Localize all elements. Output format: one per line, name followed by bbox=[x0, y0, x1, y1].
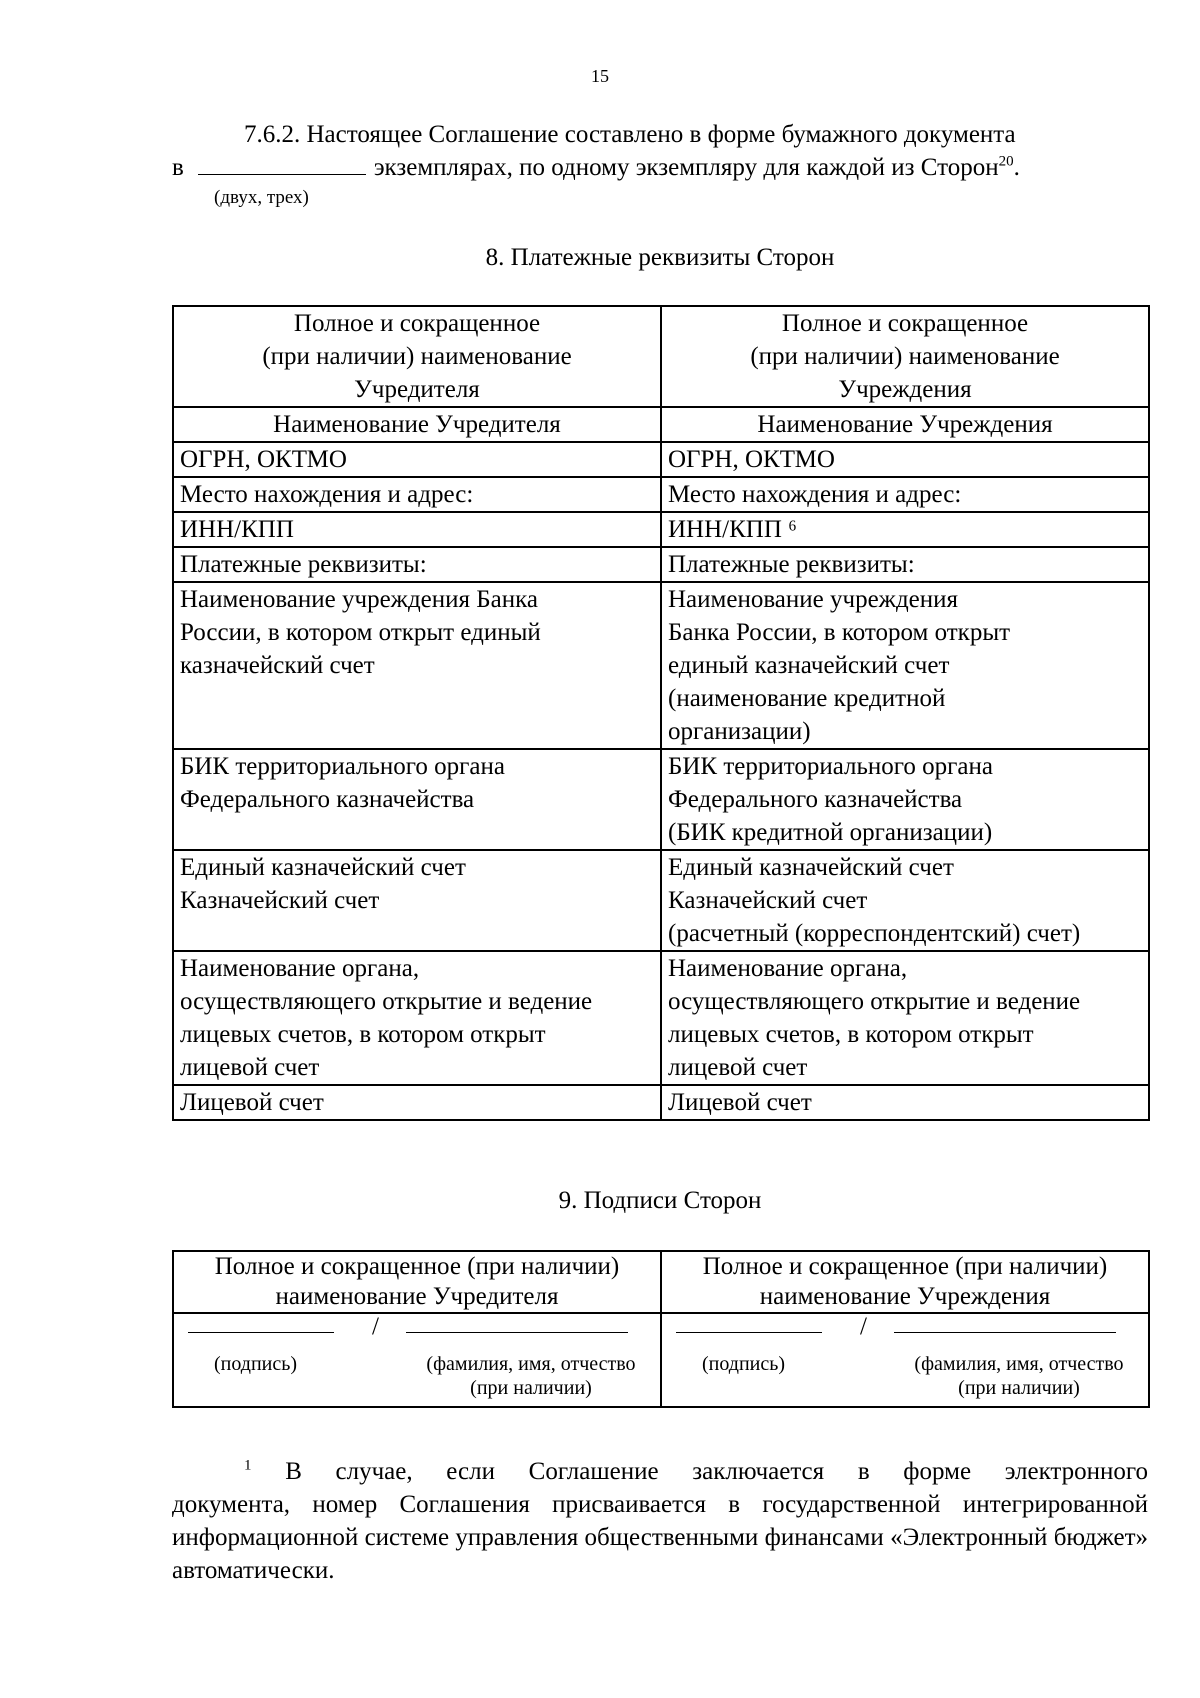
section-8-heading: 8. Платежные реквизиты Сторон bbox=[485, 244, 835, 271]
table-row bbox=[173, 951, 1149, 1085]
signatures-row bbox=[173, 1313, 1149, 1407]
founder-cell: Наименование органа, осуществляющего открытие и ведение лицевых счетов, в котором открыт лицевой счет bbox=[173, 951, 661, 1085]
signatures-header-row bbox=[173, 1251, 1149, 1313]
institution-cell: Наименование Учреждения bbox=[661, 407, 1149, 442]
institution-cell: ИНН/КПП ⁶ bbox=[661, 512, 1149, 547]
header-institution: Полное и сокращенное (при наличии) наименование Учреждения bbox=[661, 306, 1149, 407]
founder-cell: Наименование Учредителя bbox=[173, 407, 661, 442]
footnote-first-text: В случае, если Соглашение заключается в форме электронного bbox=[285, 1458, 1149, 1485]
institution-cell: Лицевой счет bbox=[661, 1085, 1149, 1120]
institution-name-hint: (фамилия, имя, отчество (при наличии) bbox=[914, 1353, 1124, 1399]
footnote-marker: 1 bbox=[244, 1457, 252, 1474]
footnote-first-line bbox=[172, 1455, 1148, 1488]
table-row bbox=[173, 477, 1149, 512]
clause-prefix: в bbox=[172, 154, 184, 181]
clause-7-6-2-line1: 7.6.2. Настоящее Соглашение составлено в форме бумажного документа bbox=[244, 121, 1016, 148]
founder-slash: / bbox=[372, 1313, 379, 1340]
founder-cell: Место нахождения и адрес: bbox=[173, 477, 661, 512]
founder-signature-line bbox=[188, 1332, 334, 1333]
footnote-body: документа, номер Соглашения присваивается в государственной интегрированной информационной системе управления общественными финансами «Электронный бюджет» автоматически. bbox=[172, 1491, 1148, 1584]
founder-name-hint: (фамилия, имя, отчество (при наличии) bbox=[426, 1353, 636, 1399]
founder-cell: Платежные реквизиты: bbox=[173, 547, 661, 582]
copies-blank-field bbox=[198, 152, 366, 175]
institution-signature-line bbox=[676, 1332, 822, 1333]
table-row bbox=[173, 442, 1149, 477]
payment-details-body bbox=[173, 306, 1149, 1120]
footnote-ref: 20 bbox=[998, 153, 1014, 170]
founder-cell: Лицевой счет bbox=[173, 1085, 661, 1120]
institution-slash: / bbox=[860, 1313, 867, 1340]
founder-cell: Наименование учреждения Банка России, в котором открыт единый казначейский счет bbox=[173, 582, 661, 749]
founder-cell: Единый казначейский счет Казначейский счет bbox=[173, 850, 661, 951]
table-row bbox=[173, 512, 1149, 547]
header-founder: Полное и сокращенное (при наличии) наименование Учредителя bbox=[173, 306, 661, 407]
clause-end: . bbox=[1013, 154, 1020, 181]
signature-header-founder: Полное и сокращенное (при наличии) наименование Учредителя bbox=[173, 1251, 661, 1313]
institution-cell: Единый казначейский счет Казначейский счет (расчетный (корреспондентский) счет) bbox=[661, 850, 1149, 951]
founder-cell: БИК территориального органа Федерального казначейства bbox=[173, 749, 661, 850]
table-row bbox=[173, 850, 1149, 951]
table-row bbox=[173, 582, 1149, 749]
footnote-1 bbox=[172, 1455, 1148, 1587]
payment-details-table bbox=[172, 305, 1150, 1121]
clause-7-6-2-line2 bbox=[172, 151, 1148, 184]
institution-cell: БИК территориального органа Федерального казначейства (БИК кредитной организации) bbox=[661, 749, 1149, 850]
table-row bbox=[173, 547, 1149, 582]
table-row bbox=[173, 407, 1149, 442]
clause-text: экземплярах, по одному экземпляру для каждой из Сторон bbox=[373, 154, 999, 181]
table-row bbox=[173, 1085, 1149, 1120]
institution-cell: Место нахождения и адрес: bbox=[661, 477, 1149, 512]
founder-cell: ИНН/КПП bbox=[173, 512, 661, 547]
institution-cell: Наименование органа, осуществляющего открытие и ведение лицевых счетов, в котором открыт лицевой счет bbox=[661, 951, 1149, 1085]
signature-header-institution: Полное и сокращенное (при наличии) наименование Учреждения bbox=[661, 1251, 1149, 1313]
founder-cell: ОГРН, ОКТМО bbox=[173, 442, 661, 477]
institution-cell: ОГРН, ОКТМО bbox=[661, 442, 1149, 477]
founder-signature-cell bbox=[173, 1313, 661, 1407]
institution-name-line bbox=[894, 1332, 1116, 1333]
table-header-row bbox=[173, 306, 1149, 407]
founder-signature-hint: (подпись) bbox=[214, 1353, 298, 1375]
institution-signature-hint: (подпись) bbox=[702, 1353, 786, 1375]
institution-signature-cell bbox=[661, 1313, 1149, 1407]
institution-cell: Платежные реквизиты: bbox=[661, 547, 1149, 582]
copies-hint: (двух, трех) bbox=[214, 187, 309, 208]
institution-cell: Наименование учреждения Банка России, в котором открыт единый казначейский счет (наименование кредитной организации) bbox=[661, 582, 1149, 749]
section-9-heading: 9. Подписи Сторон bbox=[558, 1187, 762, 1214]
signatures-table bbox=[172, 1250, 1150, 1408]
table-row bbox=[173, 749, 1149, 850]
founder-name-line bbox=[406, 1332, 628, 1333]
page-number: 15 bbox=[591, 66, 609, 86]
